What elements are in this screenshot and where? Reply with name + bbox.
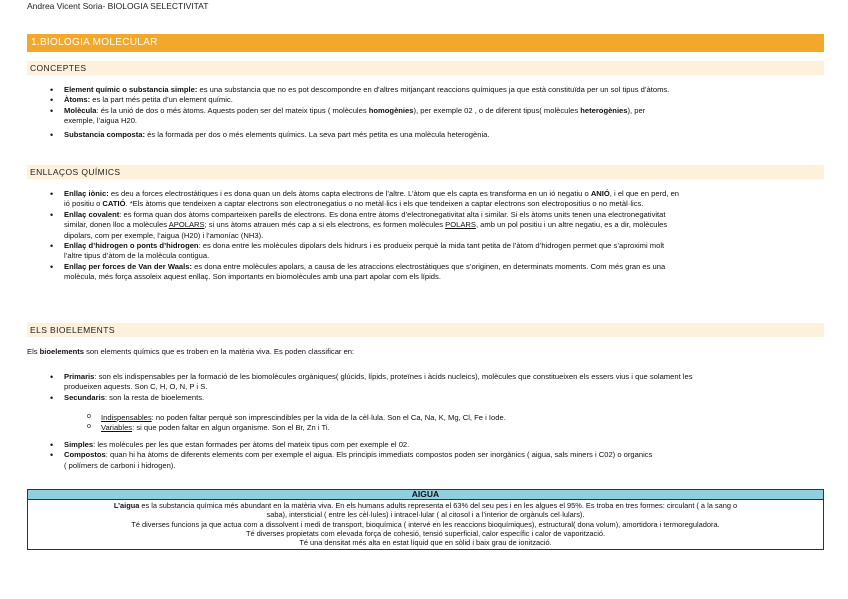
secundaris-sublist xyxy=(101,413,821,434)
list-item: • Enllaç covalent: es forma quan dos àtoms comparteixen parells de electrons. Es dona entre àtoms d’electronegativitat alta i similar. Si els àtoms units tenen una electronegativitat similar, donen lloc a molècules APOLARS; si uns àtoms atrauen més cap a si els electrons, es formen molècules POLARS, amb un pol positiu i un altre negatiu, es a dir, molècules dipolars, com per exemple, l’aigua (H20) i l’amoníac (NH3). xyxy=(64,210,824,241)
bioelements-list-2 xyxy=(64,440,824,471)
list-item: • Enllaç iònic: es deu a forces electrostàtiques i es dona quan un dels àtoms capta electrons de l’altre. L’àtom que els capta es transforma en un ió negatiu o ANIÓ, i el que en perd, en ió positiu o CATIÓ. *Els àtoms que tendeixen a captar electrons son electronegatius o no metàl·lics i els que tendeixen a captar electrons son electropositius o no metàl·lics. xyxy=(64,189,824,210)
list-item: • Substancia composta: és la formada per dos o més elements químics. La seva part més petita es una molècula heterogènia. xyxy=(64,130,819,140)
list-item: • Compostos: quan hi ha àtoms de diferents elements com per exemple el aigua. Els principis immediats compostos poden ser inorgànics ( aigua, sals miners i C02) o organics ( polímers de carboni i hidrogen). xyxy=(64,450,824,471)
list-item: • Àtoms: es la part més petita d’un element químic. xyxy=(64,95,819,105)
aigua-table xyxy=(27,489,824,550)
aigua-content: L’aigua es la substancia química més abundant en la matèria viva. En els humans adults representa el 63% del seu pes i en les algues el 95%. Es troba en tres formes: circulant ( a la sang o saba), intersticial ( entre les cèl·lules) i intracel·lular ( al citosol i a l’interior de orgànuls cel·lulars). Té diverses funcions ja que actua com a dissolvent i medi de transport, bioquímica ( intervé en les reaccions bioquímiques), estructural( dona volum), amortidora i termoreguladora. Té diverses propietats com elevada força de cohesió, tensió superficial, calor específic i calor de vaporització. Té una densitat més alta en estat líquid que en sòlid i baix grau de ionització. xyxy=(28,500,824,550)
section-title: 1.BIOLOGIA MOLECULAR xyxy=(27,34,824,52)
list-item: o Indispensables: no poden faltar perquè son imprescindibles per la vida de la cèl·lula. Son el Ca, Na, K, Mg, Cl, Fe i Iode. xyxy=(101,413,821,423)
list-item: • Molècula: és la unió de dos o més àtoms. Aquests poden ser del mateix tipus ( molècules homogènies), per exemple 02 , o de diferent tipus( molècules heterogènies), per exemple, l’aigua H20. xyxy=(64,106,819,127)
aigua-heading: AIGUA xyxy=(28,490,824,500)
enllacos-list xyxy=(64,189,824,283)
list-item: • Enllaç per forces de Van der Waals: es dona entre molècules apolars, a causa de les atraccions electrostàtiques que s’originen, en determinats moments. Com més gran es una molècula, més força assoleix aquest enllaç. Son importants en biomolècules amb una part apolar com els lípids. xyxy=(64,262,824,283)
bioelements-intro: Els bioelements son elements químics que es troben en la matèria viva. Es poden classificar en: xyxy=(27,347,355,356)
bioelements-list xyxy=(64,372,824,403)
list-item: • Element químic o substancia simple: es una substancia que no es pot descompondre en d’altres mitjançant reaccions químiques ja que està constituïda per un sol tipus d’àtoms. xyxy=(64,85,819,95)
list-item: • Primaris: son els indispensables per la formació de les biomolècules orgàniques( glúcids, lípids, proteïnes i àcids nucleics), molècules que constitueixen els essers vius i que solament les produeixen aquests. Son C, H, O, N, P i S. xyxy=(64,372,824,393)
list-item: • Enllaç d’hidrogen o ponts d’hidrogen: es dona entre les molècules dipolars dels hidrurs i es produeix perquè la mida tant petita de l’àtom d’hidrogen permet que s’aproximi molt l’altre tipus d’àtom de la molècula contigua. xyxy=(64,241,824,262)
document-header: Andrea Vicent Soria- BIOLOGIA SELECTIVITAT xyxy=(27,1,209,11)
list-item: o Variables: si que poden faltar en algun organisme. Son el Br, Zn i Ti. xyxy=(101,423,821,433)
conceptes-heading: CONCEPTES xyxy=(27,61,824,75)
enllacos-heading: ENLLAÇOS QUÍMICS xyxy=(27,165,824,179)
conceptes-list xyxy=(64,85,819,140)
bioelements-heading: ELS BIOELEMENTS xyxy=(27,323,824,337)
list-item: • Simples: les molècules per les que estan formades per àtoms del mateix tipus com per exemple el 02. xyxy=(64,440,824,450)
list-item: • Secundaris: son la resta de bioelements. xyxy=(64,393,824,403)
